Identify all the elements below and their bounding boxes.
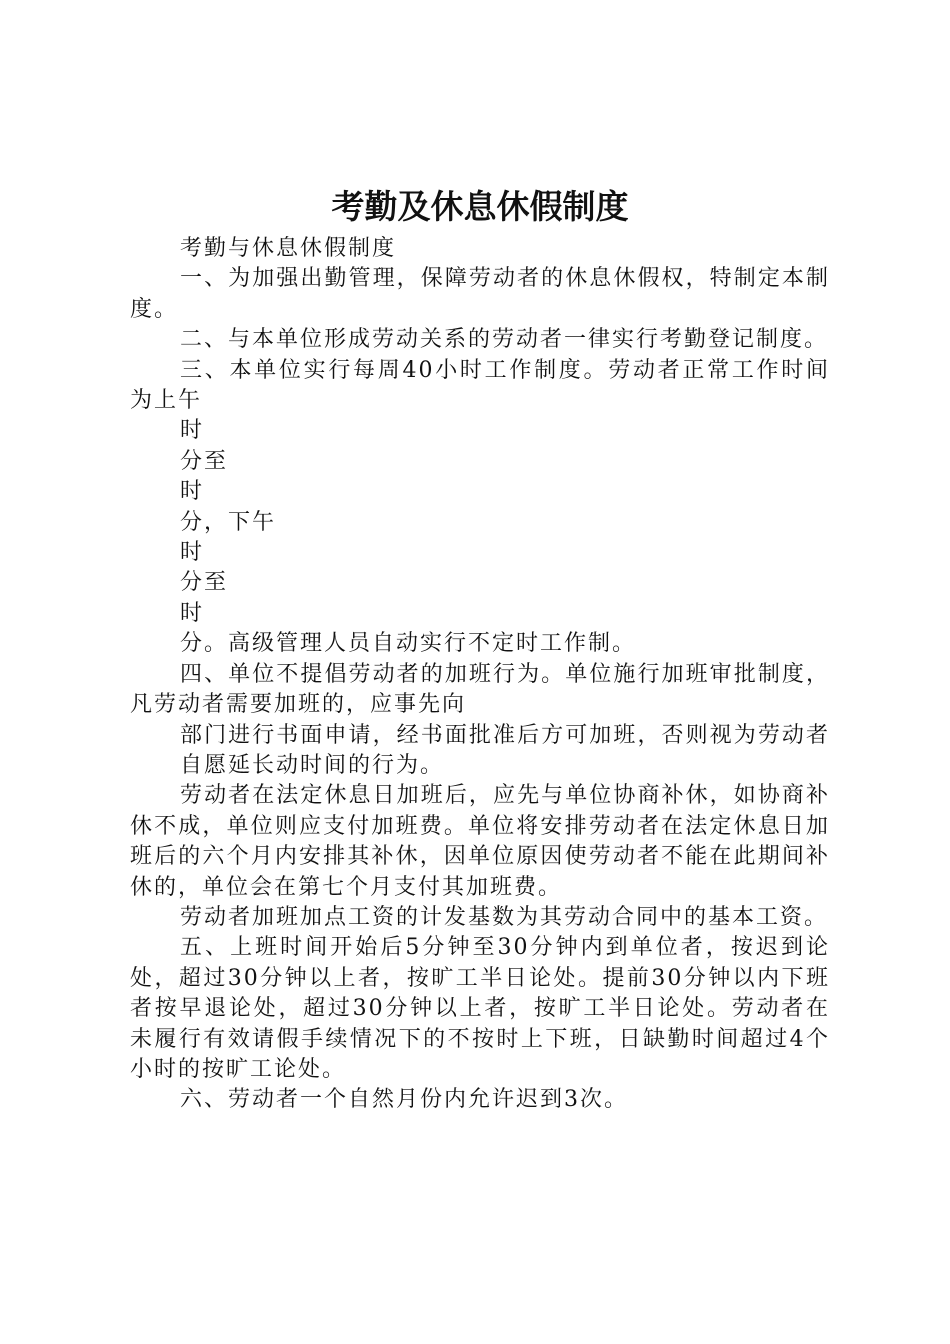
paragraph-clause-6: 六、劳动者一个自然月份内允许迟到3次。 bbox=[180, 1087, 628, 1113]
time-fragment-hour: 时 bbox=[180, 540, 205, 566]
paragraph-overtime-pay-base: 劳动者加班加点工资的计发基数为其劳动合同中的基本工资。 bbox=[180, 904, 829, 930]
time-fragment-hour: 时 bbox=[180, 600, 205, 626]
time-fragment-end: 分。高级管理人员自动实行不定时工作制。 bbox=[180, 631, 637, 657]
paragraph-heading: 考勤与休息休假制度 bbox=[180, 236, 397, 261]
paragraph-clause-1: 一、为加强出勤管理，保障劳动者的休息休假权，特制定本制度。 bbox=[130, 266, 830, 322]
paragraph-clause-5: 五、上班时间开始后5分钟至30分钟内到单位者，按迟到论处，超过30分钟以上者，按旷工半日论处。提前30分钟以内下班者按早退论处，超过30分钟以上者，按旷工半日论处。劳动者在未履行有效请假手续情况下的不按时上下班，日缺勤时间超过4个小时的按旷工论处。 bbox=[130, 935, 830, 1082]
paragraph-clause-4-continued: 部门进行书面申请，经书面批准后方可加班，否则视为劳动者自愿延长动时间的行为。 bbox=[180, 722, 830, 778]
time-fragment-minute-to: 分至 bbox=[180, 448, 229, 474]
document-body bbox=[130, 234, 830, 1116]
time-fragment-hour: 时 bbox=[180, 479, 205, 505]
document-title: 考勤及休息休假制度 bbox=[331, 187, 629, 226]
paragraph-overtime-rest-day: 劳动者在法定休息日加班后，应先与单位协商补休，如协商补休不成，单位则应支付加班费。单位将安排劳动者在法定休息日加班后的六个月内安排其补休，因单位原因使劳动者不能在此期间补休的，单位会在第七个月支付其加班费。 bbox=[130, 783, 830, 900]
paragraph-clause-3: 三、本单位实行每周40小时工作制度。劳动者正常工作时间为上午 bbox=[130, 357, 830, 414]
paragraph-clause-2: 二、与本单位形成劳动关系的劳动者一律实行考勤登记制度。 bbox=[180, 327, 829, 353]
paragraph-clause-4: 四、单位不提倡劳动者的加班行为。单位施行加班审批制度，凡劳动者需要加班的，应事先向 bbox=[130, 661, 830, 718]
time-fragment-afternoon: 分，下午 bbox=[180, 509, 277, 535]
time-fragment-minute-to: 分至 bbox=[180, 570, 229, 596]
time-fragment-hour: 时 bbox=[180, 418, 205, 444]
